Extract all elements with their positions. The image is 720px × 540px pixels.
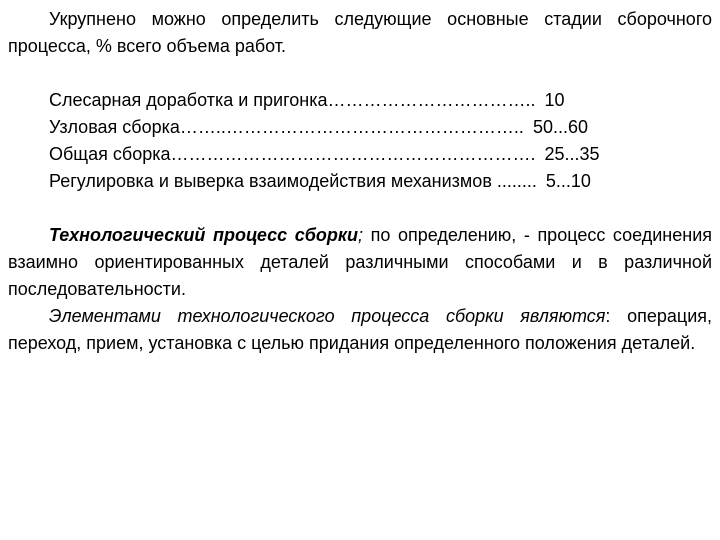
spacer [8, 60, 712, 87]
elements-term: Элементами технологического процесса сборки являются [49, 306, 606, 326]
elements-paragraph [8, 303, 712, 357]
intro-paragraph: Укрупнено можно определить следующие основные стадии сборочного процесса, % всего объема работ. [8, 9, 712, 56]
stage-percent: 10 [544, 90, 565, 110]
definition-paragraph [8, 222, 712, 303]
definition-term: Технологический процесс сборки [49, 225, 358, 245]
spacer [8, 195, 712, 222]
stage-row [8, 141, 712, 168]
stage-percent: 25...35 [544, 144, 600, 164]
stage-name: Регулировка и выверка взаимодействия механизмов ........ [49, 171, 537, 191]
elements-text: операция, переход, прием, установка с целью придания определенного положения деталей. [8, 306, 712, 353]
stage-percent: 5...10 [545, 171, 591, 191]
stage-row [8, 168, 712, 195]
stage-percent: 50...60 [532, 117, 588, 137]
stage-row [8, 87, 712, 114]
stage-name: Узловая сборка……..………………………………………….. [49, 117, 524, 137]
elements-term-punctuation: : [605, 306, 611, 326]
definition-text: по определению, - процесс соединения взаимно ориентированных деталей различными способами и в различной последовательности. [8, 225, 712, 299]
stage-row [8, 114, 712, 141]
stage-name: Слесарная доработка и пригонка…………………………….. [49, 90, 536, 110]
stages-list [8, 87, 712, 195]
definition-term-punctuation: ; [358, 225, 364, 245]
slide-content [8, 6, 712, 357]
stage-name: Общая сборка……………………………………………………. [49, 144, 536, 164]
